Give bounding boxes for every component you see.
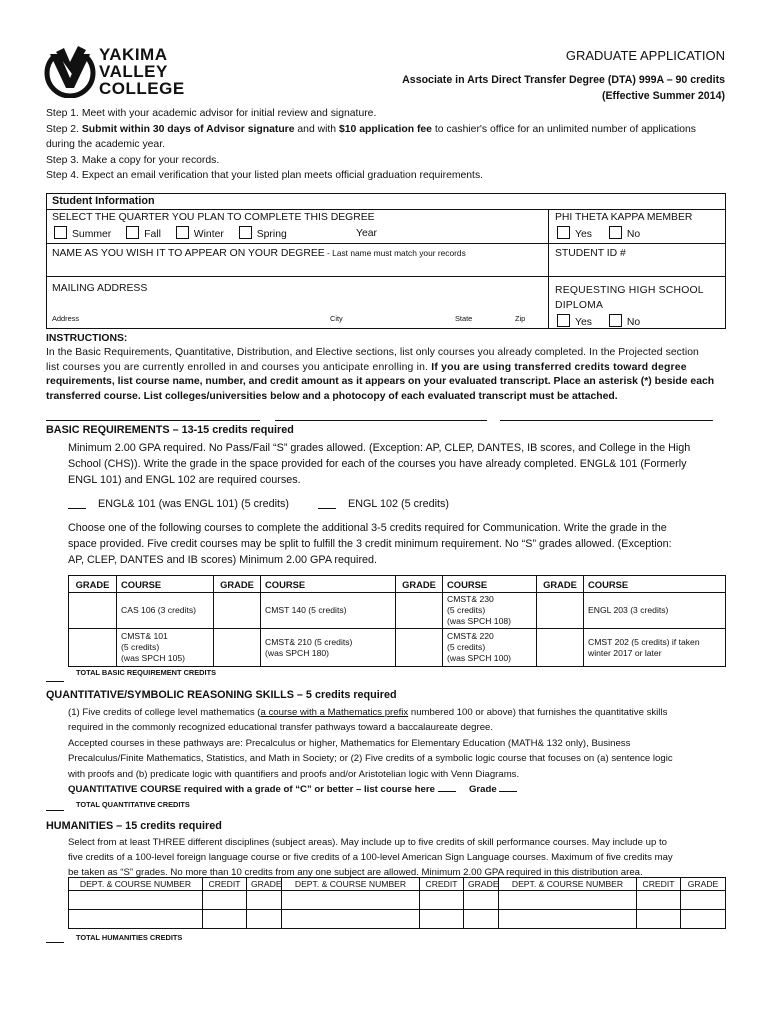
entry-cell[interactable] (637, 891, 681, 910)
college-logo (44, 44, 185, 100)
college-entry-line-1[interactable] (46, 420, 260, 421)
engl102-label: ENGL 102 (5 credits) (348, 498, 450, 510)
quant-total-label: TOTAL QUANTITATIVE CREDITS (76, 800, 190, 809)
course-header: COURSE (261, 576, 396, 593)
basic-total-label: TOTAL BASIC REQUIREMENT CREDITS (76, 668, 217, 677)
course-cell: ENGL 203 (3 credits) (584, 593, 726, 629)
humanities-heading: HUMANITIES – 15 credits required (46, 820, 222, 832)
table-row (69, 910, 726, 929)
divider (46, 209, 726, 210)
ptk-no-checkbox[interactable] (609, 226, 622, 239)
hs-no-option[interactable]: No (609, 317, 640, 328)
grade-header: GRADE (247, 878, 282, 891)
grade-header: GRADE (396, 576, 443, 593)
table-header-row (69, 878, 726, 891)
instructions-heading: INSTRUCTIONS: (46, 333, 128, 344)
logo-text-valley: VALLEY (99, 62, 168, 81)
step-3: Step 3. Make a copy for your records. (46, 154, 220, 166)
course-cell: CMST& 101 (5 credits) (was SPCH 105) (117, 629, 214, 667)
grade-header: GRADE (214, 576, 261, 593)
step-2: Step 2. Submit within 30 days of Advisor signature and with $10 application fee to cashier's office for an unlimited number of applications (46, 123, 696, 135)
grade-cell[interactable] (537, 629, 584, 667)
college-entry-line-2[interactable] (275, 420, 487, 421)
quantitative-heading: QUANTITATIVE/SYMBOLIC REASONING SKILLS – 5 credits required (46, 689, 397, 701)
grade-cell[interactable] (214, 629, 261, 667)
quantitative-text: (1) Five credits of college level mathematics (a course with a Mathematics prefix numbered 100 or above) that furnishes the quantitative skills required in the commonly recognized educational transfer pathways toward a baccalaureate degree. Accepted courses in these pathways are: Precalculus or higher, Mathematics for Elementary Education (MATH& 132 only), Business Precalculus/Finite Mathematics, Statistics, and Math in Society; or (2) Five credits of a symbolic logic course that focuses on (a) sentence logic with proofs and (b) predicate logic with quantifiers and proofs and/or Aristotelian logic with Venn Diagrams. QUANTITATIVE COURSE required with a grade of “C” or better – list course here Grade (68, 707, 673, 796)
entry-cell[interactable] (681, 910, 726, 929)
name-label: NAME AS YOU WISH IT TO APPEAR ON YOUR DEGREE - Last name must match your records (52, 248, 466, 259)
entry-cell[interactable] (681, 891, 726, 910)
quant-grade-field[interactable] (499, 791, 517, 792)
logo-text-college: COLLEGE (99, 79, 185, 98)
humanities-text: Select from at least THREE different disciplines (subject areas). May include up to five credits of skill performance courses. May include up to five credits of a 100-level foreign language course or five credits of a 100-level American Sign Language courses. Maximum of five credits may be taken as “S” grades. No more than 10 credits from any one subject are allowed. Minimum 2.00 GPA required in this distribution area. (68, 837, 673, 879)
humanities-table (68, 877, 726, 929)
course-cell: CMST& 230 (5 credits) (was SPCH 108) (443, 593, 537, 629)
course-header: COURSE (584, 576, 726, 593)
student-id-label: STUDENT ID # (555, 248, 626, 259)
course-cell: CMST 202 (5 credits) if taken winter 2017 or later (584, 629, 726, 667)
entry-cell[interactable] (203, 910, 247, 929)
entry-cell[interactable] (637, 910, 681, 929)
entry-cell[interactable] (282, 891, 420, 910)
grade-cell[interactable] (396, 593, 443, 629)
grade-header: GRADE (681, 878, 726, 891)
ptk-yes-option[interactable]: Yes (557, 229, 592, 240)
quarter-fall-option[interactable]: Fall (126, 229, 161, 240)
instructions-block (46, 332, 728, 404)
logo-text-yakima: YAKIMA (99, 45, 168, 64)
instructions-line: In the Basic Requirements, Quantitative, Distribution, and Elective sections, list only courses you already completed. In the Projected section (46, 347, 699, 359)
communication-text: Choose one of the following courses to complete the additional 3-5 credits required for Communication. Write the grade in the space provided. Five credit courses may be split to fulfill the 3 credit minimum requirement. No “S” grades allowed. (Exception: AP, CLEP, DANTES and IB scores) Minimum 2.00 GPA required. (68, 522, 672, 566)
basic-requirements-heading: BASIC REQUIREMENTS – 13-15 credits required (46, 424, 294, 436)
grade-cell[interactable] (396, 629, 443, 667)
winter-checkbox[interactable] (176, 226, 189, 239)
course-cell: CMST 140 (5 credits) (261, 593, 396, 629)
year-label: Year (356, 228, 377, 239)
mailing-address-label: MAILING ADDRESS (52, 283, 148, 294)
table-row (69, 629, 726, 667)
table-header-row (69, 576, 726, 593)
entry-cell[interactable] (69, 891, 203, 910)
engl101-label: ENGL& 101 (was ENGL 101) (5 credits) (98, 498, 290, 510)
ptk-yes-checkbox[interactable] (557, 226, 570, 239)
basic-requirements-text: Minimum 2.00 GPA required. No Pass/Fail “S” grades allowed. (Exception: AP, CLEP, DANTES, IB scores, and College in the High School (CHS)). Write the grade in the space provided for each of the courses you have already completed. ENGL& 101 (Formerly ENGL 101) and ENGL 102 are required courses. (68, 442, 691, 486)
course-header: COURSE (443, 576, 537, 593)
entry-cell[interactable] (464, 910, 499, 929)
form-title: GRADUATE APPLICATION (565, 48, 725, 63)
degree-title: Associate in Arts Direct Transfer Degree (DTA) 999A – 90 credits (402, 74, 725, 86)
grade-header: GRADE (537, 576, 584, 593)
step-1: Step 1. Meet with your academic advisor for initial review and signature. (46, 108, 377, 119)
address-sublabel: Address (52, 314, 80, 323)
entry-cell[interactable] (203, 891, 247, 910)
step-4: Step 4. Expect an email verification that your listed plan meets official graduation requirements. (46, 170, 484, 181)
credit-header: CREDIT (637, 878, 681, 891)
entry-cell[interactable] (247, 910, 282, 929)
dept-header: DEPT. & COURSE NUMBER (499, 878, 637, 891)
quarter-summer-option[interactable]: Summer (54, 229, 111, 240)
divider (46, 276, 726, 277)
grade-header: GRADE (464, 878, 499, 891)
ptk-no-option[interactable]: No (609, 229, 640, 240)
entry-cell[interactable] (247, 891, 282, 910)
entry-cell[interactable] (499, 891, 637, 910)
entry-cell[interactable] (499, 910, 637, 929)
divider (548, 209, 549, 329)
hs-no-checkbox[interactable] (609, 314, 622, 327)
course-cell: CAS 106 (3 credits) (117, 593, 214, 629)
grade-cell[interactable] (69, 629, 117, 667)
hs-diploma-label: REQUESTING HIGH SCHOOL DIPLOMA (555, 285, 704, 311)
divider (46, 243, 726, 244)
step-2-continued: during the academic year. (46, 139, 165, 150)
communication-table (68, 575, 726, 667)
dept-header: DEPT. & COURSE NUMBER (282, 878, 420, 891)
summer-checkbox[interactable] (54, 226, 67, 239)
entry-cell[interactable] (420, 910, 464, 929)
quarter-label: SELECT THE QUARTER YOU PLAN TO COMPLETE THIS DEGREE (52, 212, 375, 223)
zip-sublabel: Zip (515, 314, 526, 323)
grade-cell[interactable] (537, 593, 584, 629)
grade-cell[interactable] (214, 593, 261, 629)
table-row (69, 593, 726, 629)
instructions-line: requirements, list course name, number, and credit amount as it appears on your evaluated transcript. Place an asterisk (*) beside each (46, 376, 715, 388)
dept-header: DEPT. & COURSE NUMBER (69, 878, 203, 891)
credit-header: CREDIT (420, 878, 464, 891)
spring-checkbox[interactable] (239, 226, 252, 239)
course-cell: CMST& 210 (5 credits) (was SPCH 180) (261, 629, 396, 667)
steps-list (46, 106, 736, 184)
instructions-line: list courses you are currently enrolled in and courses you anticipate enrolling in. If you are using transferred credits toward degree (46, 361, 687, 373)
ptk-label: PHI THETA KAPPA MEMBER (555, 212, 693, 223)
hs-yes-option[interactable]: Yes (557, 317, 592, 328)
quarter-winter-option[interactable]: Winter (176, 229, 224, 240)
grade-header: GRADE (69, 576, 117, 593)
course-header: COURSE (117, 576, 214, 593)
entry-cell[interactable] (282, 910, 420, 929)
credit-header: CREDIT (203, 878, 247, 891)
entry-cell[interactable] (420, 891, 464, 910)
quant-course-field[interactable] (438, 791, 456, 792)
entry-cell[interactable] (69, 910, 203, 929)
city-sublabel: City (330, 314, 343, 323)
hum-total-line[interactable] (46, 942, 64, 943)
fall-checkbox[interactable] (126, 226, 139, 239)
hs-diploma-options (557, 314, 640, 328)
hs-yes-checkbox[interactable] (557, 314, 570, 327)
effective-date: (Effective Summer 2014) (601, 90, 725, 102)
college-entry-line-3[interactable] (500, 420, 713, 421)
instructions-line: transferred course. List colleges/universities below and a photocopy of each evaluated transcript must be attached. (46, 390, 618, 402)
quant-total-line[interactable] (46, 810, 64, 811)
grade-cell[interactable] (69, 593, 117, 629)
quarter-spring-option[interactable]: Spring (239, 229, 287, 240)
quarter-options (54, 226, 287, 240)
hum-total-label: TOTAL HUMANITIES CREDITS (76, 933, 183, 942)
state-sublabel: State (455, 314, 473, 323)
table-row (69, 891, 726, 910)
entry-cell[interactable] (464, 891, 499, 910)
student-info-heading: Student Information (52, 195, 155, 207)
engl102-grade-line[interactable] (318, 508, 336, 509)
yvc-emblem-icon (44, 44, 96, 98)
engl101-grade-line[interactable] (68, 508, 86, 509)
basic-total-line[interactable] (46, 681, 64, 682)
ptk-options (557, 226, 640, 240)
course-cell: CMST& 220 (5 credits) (was SPCH 100) (443, 629, 537, 667)
